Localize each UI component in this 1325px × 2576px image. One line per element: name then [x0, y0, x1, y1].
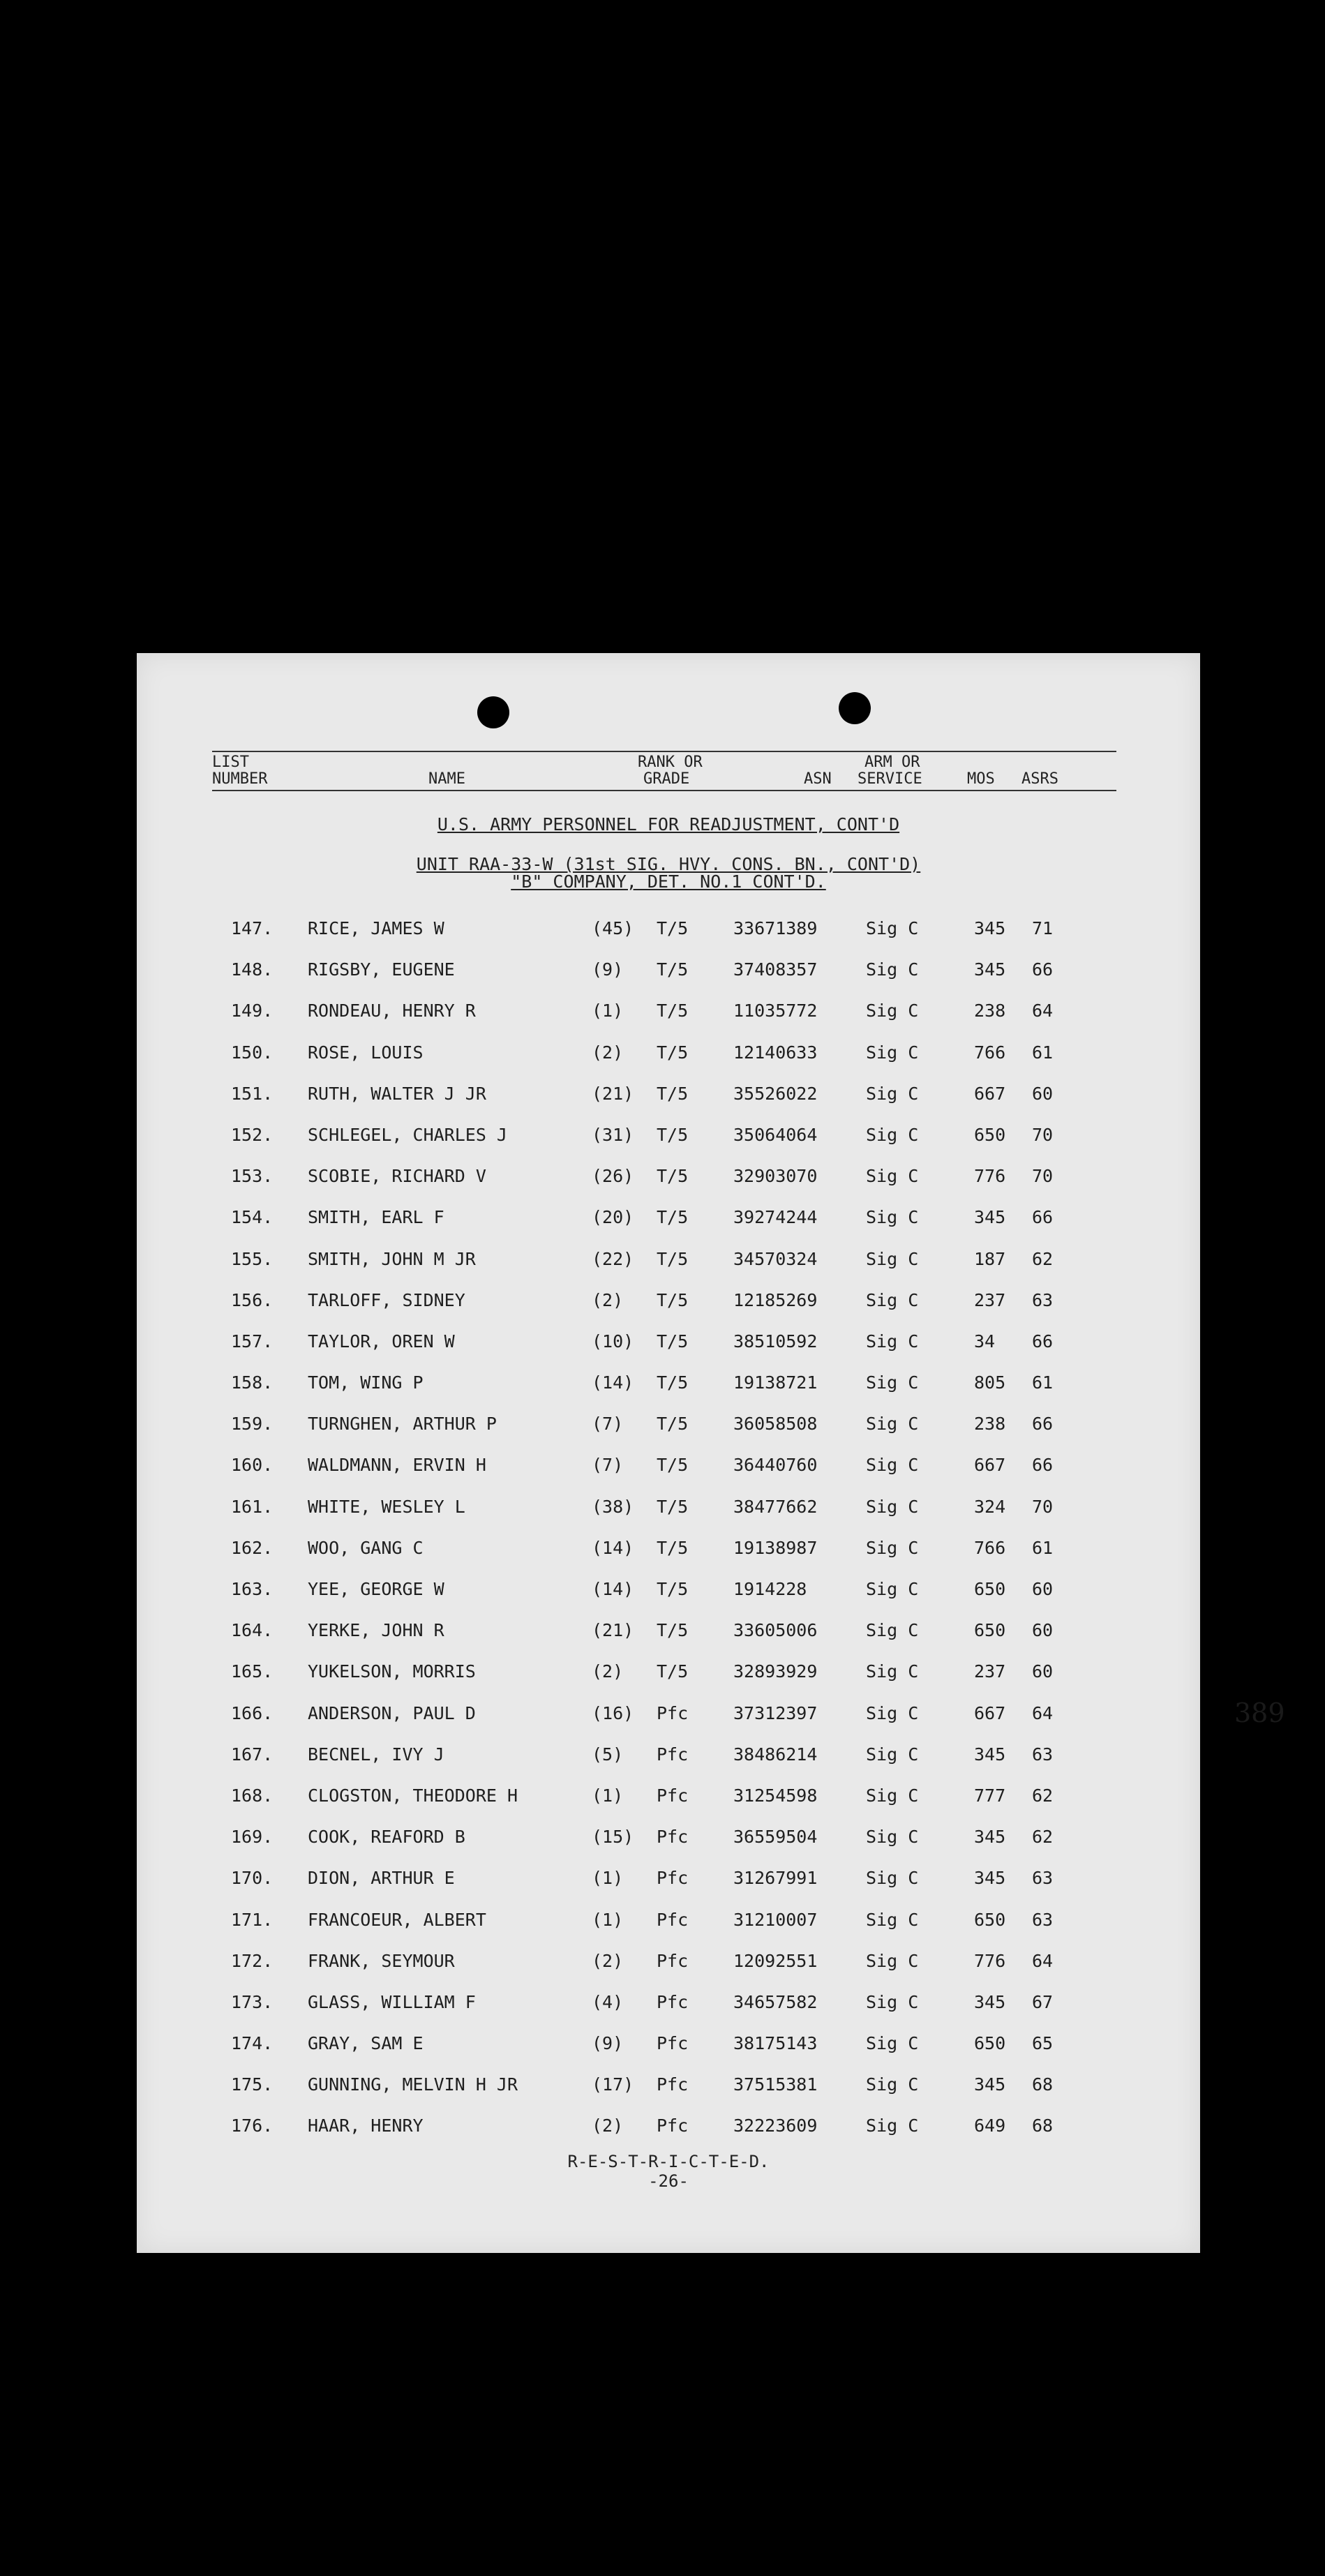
person-name: GRAY, SAM E [308, 2033, 424, 2054]
asn: 1914228 [733, 1579, 807, 1599]
asn: 38486214 [733, 1744, 818, 1765]
rank: T/5 [657, 1372, 689, 1393]
rank: T/5 [657, 1248, 689, 1269]
list-number: 169. [231, 1827, 274, 1848]
arm-service: Sig C [866, 918, 919, 938]
rank: Pfc [657, 1785, 689, 1806]
asn: 37515381 [733, 2074, 818, 2095]
grade-code: (2) [592, 1042, 624, 1063]
rank: T/5 [657, 1537, 689, 1558]
arm-service: Sig C [866, 1372, 919, 1393]
rank: Pfc [657, 2074, 689, 2095]
list-number: 161. [231, 1496, 274, 1517]
grade-code: (21) [592, 1620, 634, 1641]
grade-code: (9) [592, 959, 624, 980]
arm-service: Sig C [866, 1744, 919, 1765]
person-name: SMITH, EARL F [308, 1207, 444, 1228]
grade-code: (1) [592, 1868, 624, 1889]
mos: 237 [974, 1661, 1006, 1682]
restricted-footer: R-E-S-T-R-I-C-T-E-D. [567, 2152, 770, 2171]
table-row [137, 1579, 1200, 1620]
table-row [137, 918, 1200, 959]
rank: Pfc [657, 1702, 689, 1723]
rank: Pfc [657, 1909, 689, 1930]
rank: T/5 [657, 1579, 689, 1599]
page-stamp-number: 389 [1234, 1698, 1285, 1728]
asrs-score: 70 [1032, 1124, 1054, 1145]
asn: 12140633 [733, 1042, 818, 1063]
page-number: -26- [648, 2171, 689, 2191]
asn: 31254598 [733, 1785, 818, 1806]
list-number: 147. [231, 918, 274, 938]
asrs-score: 65 [1032, 2033, 1054, 2054]
asrs-score: 71 [1032, 918, 1054, 938]
table-row [137, 1744, 1200, 1785]
asrs-score: 63 [1032, 1909, 1054, 1930]
asrs-score: 68 [1032, 2116, 1054, 2136]
table-row [137, 1001, 1200, 1042]
table-row [137, 1249, 1200, 1290]
personnel-list [137, 918, 1200, 2157]
person-name: BECNEL, IVY J [308, 1744, 444, 1765]
asn: 34570324 [733, 1248, 818, 1269]
arm-service: Sig C [866, 1124, 919, 1145]
mos: 345 [974, 1744, 1006, 1765]
asrs-score: 63 [1032, 1289, 1054, 1310]
asrs-score: 61 [1032, 1372, 1054, 1393]
rank: Pfc [657, 2033, 689, 2054]
asn: 33671389 [733, 918, 818, 938]
person-name: CLOGSTON, THEODORE H [308, 1785, 518, 1806]
arm-service: Sig C [866, 1827, 919, 1848]
header-rank-grade: RANK OR [638, 754, 703, 771]
asrs-score: 63 [1032, 1744, 1054, 1765]
arm-service: Sig C [866, 959, 919, 980]
mos: 345 [974, 1207, 1006, 1228]
list-number: 150. [231, 1042, 274, 1063]
table-row [137, 1497, 1200, 1538]
rank: T/5 [657, 1331, 689, 1351]
mos: 650 [974, 1579, 1006, 1599]
table-row [137, 1910, 1200, 1951]
arm-service: Sig C [866, 1991, 919, 2012]
header-rule [212, 751, 1116, 752]
rank: T/5 [657, 1124, 689, 1145]
rank: Pfc [657, 1991, 689, 2012]
rank: Pfc [657, 1744, 689, 1765]
table-row [137, 1868, 1200, 1909]
list-number: 168. [231, 1785, 274, 1806]
grade-code: (2) [592, 1950, 624, 1971]
asrs-score: 66 [1032, 1207, 1054, 1228]
person-name: FRANK, SEYMOUR [308, 1950, 455, 1971]
asn: 35064064 [733, 1124, 818, 1145]
mos: 345 [974, 918, 1006, 938]
asn: 12092551 [733, 1950, 818, 1971]
asn: 37408357 [733, 959, 818, 980]
table-row [137, 1455, 1200, 1496]
rank: T/5 [657, 1496, 689, 1517]
mos: 238 [974, 1001, 1006, 1021]
grade-code: (2) [592, 2116, 624, 2136]
asn: 39274244 [733, 1207, 818, 1228]
list-number: 175. [231, 2074, 274, 2095]
list-number: 167. [231, 1744, 274, 1765]
grade-code: (45) [592, 918, 634, 938]
list-number: 171. [231, 1909, 274, 1930]
punch-hole [839, 692, 871, 724]
asn: 32893929 [733, 1661, 818, 1682]
list-number: 164. [231, 1620, 274, 1641]
person-name: YEE, GEORGE W [308, 1579, 444, 1599]
list-number: 174. [231, 2033, 274, 2054]
list-number: 158. [231, 1372, 274, 1393]
mos: 650 [974, 1620, 1006, 1641]
person-name: GLASS, WILLIAM F [308, 1991, 476, 2012]
asn: 38477662 [733, 1496, 818, 1517]
rank: T/5 [657, 918, 689, 938]
table-row [137, 1084, 1200, 1125]
mos: 805 [974, 1372, 1006, 1393]
person-name: TARLOFF, SIDNEY [308, 1289, 465, 1310]
asn: 33605006 [733, 1620, 818, 1641]
person-name: FRANCOEUR, ALBERT [308, 1909, 486, 1930]
grade-code: (38) [592, 1496, 634, 1517]
mos: 667 [974, 1455, 1006, 1476]
table-row [137, 1166, 1200, 1207]
rank: T/5 [657, 1166, 689, 1187]
list-number: 160. [231, 1455, 274, 1476]
asrs-score: 70 [1032, 1166, 1054, 1187]
grade-code: (10) [592, 1331, 634, 1351]
asrs-score: 60 [1032, 1083, 1054, 1104]
table-row [137, 1125, 1200, 1166]
list-number: 154. [231, 1207, 274, 1228]
grade-code: (16) [592, 1702, 634, 1723]
asn: 36440760 [733, 1455, 818, 1476]
mos: 667 [974, 1702, 1006, 1723]
person-name: GUNNING, MELVIN H JR [308, 2074, 518, 2095]
asrs-score: 67 [1032, 1991, 1054, 2012]
rank: Pfc [657, 2116, 689, 2136]
mos: 649 [974, 2116, 1006, 2136]
arm-service: Sig C [866, 1537, 919, 1558]
grade-code: (17) [592, 2074, 634, 2095]
grade-code: (14) [592, 1579, 634, 1599]
person-name: WOO, GANG C [308, 1537, 424, 1558]
table-row [137, 1785, 1200, 1827]
arm-service: Sig C [866, 1248, 919, 1269]
mos: 766 [974, 1537, 1006, 1558]
table-row [137, 2074, 1200, 2116]
asrs-score: 70 [1032, 1496, 1054, 1517]
list-number: 176. [231, 2116, 274, 2136]
asn: 12185269 [733, 1289, 818, 1310]
arm-service: Sig C [866, 1661, 919, 1682]
mos: 777 [974, 1785, 1006, 1806]
arm-service: Sig C [866, 2116, 919, 2136]
person-name: HAAR, HENRY [308, 2116, 424, 2136]
rank: T/5 [657, 1455, 689, 1476]
table-row [137, 1992, 1200, 2033]
document-page [137, 653, 1285, 2253]
grade-code: (5) [592, 1744, 624, 1765]
rank: T/5 [657, 1661, 689, 1682]
asrs-score: 61 [1032, 1537, 1054, 1558]
table-row [137, 1372, 1200, 1414]
rank: T/5 [657, 959, 689, 980]
grade-code: (2) [592, 1661, 624, 1682]
mos: 667 [974, 1083, 1006, 1104]
table-row [137, 1661, 1200, 1702]
list-number: 155. [231, 1248, 274, 1269]
arm-service: Sig C [866, 1331, 919, 1351]
mos: 237 [974, 1289, 1006, 1310]
arm-service: Sig C [866, 1083, 919, 1104]
person-name: RONDEAU, HENRY R [308, 1001, 476, 1021]
person-name: TURNGHEN, ARTHUR P [308, 1414, 497, 1435]
list-number: 151. [231, 1083, 274, 1104]
header-asrs: ASRS [1021, 770, 1058, 788]
asn: 38175143 [733, 2033, 818, 2054]
arm-service: Sig C [866, 1702, 919, 1723]
person-name: ROSE, LOUIS [308, 1042, 424, 1063]
person-name: SMITH, JOHN M JR [308, 1248, 476, 1269]
asn: 31267991 [733, 1868, 818, 1889]
header-list-number: LIST [212, 754, 249, 771]
asn: 11035772 [733, 1001, 818, 1021]
arm-service: Sig C [866, 1001, 919, 1021]
list-number: 172. [231, 1950, 274, 1971]
asrs-score: 64 [1032, 1950, 1054, 1971]
asn: 36559504 [733, 1827, 818, 1848]
table-row [137, 2033, 1200, 2074]
table-row [137, 1703, 1200, 1744]
person-name: SCOBIE, RICHARD V [308, 1166, 486, 1187]
person-name: SCHLEGEL, CHARLES J [308, 1124, 507, 1145]
table-row [137, 1951, 1200, 1992]
asrs-score: 60 [1032, 1579, 1054, 1599]
arm-service: Sig C [866, 1909, 919, 1930]
mos: 345 [974, 2074, 1006, 2095]
grade-code: (20) [592, 1207, 634, 1228]
table-row [137, 1620, 1200, 1661]
asrs-score: 62 [1032, 1785, 1054, 1806]
rank: T/5 [657, 1289, 689, 1310]
grade-code: (15) [592, 1827, 634, 1848]
arm-service: Sig C [866, 1414, 919, 1435]
grade-code: (26) [592, 1166, 634, 1187]
column-header [212, 749, 1116, 791]
rank: T/5 [657, 1001, 689, 1021]
table-row [137, 1207, 1200, 1248]
punch-hole [477, 696, 509, 728]
grade-code: (14) [592, 1537, 634, 1558]
table-row [137, 959, 1200, 1001]
list-number: 157. [231, 1331, 274, 1351]
arm-service: Sig C [866, 2033, 919, 2054]
unit-title: UNIT RAA-33-W (31st SIG. HVY. CONS. BN., CONT'D) [416, 854, 921, 874]
asrs-score: 68 [1032, 2074, 1054, 2095]
mos: 34 [974, 1331, 996, 1351]
arm-service: Sig C [866, 1950, 919, 1971]
mos: 238 [974, 1414, 1006, 1435]
asn: 35526022 [733, 1083, 818, 1104]
table-row [137, 1827, 1200, 1868]
asrs-score: 62 [1032, 1248, 1054, 1269]
mos: 650 [974, 1124, 1006, 1145]
grade-code: (2) [592, 1289, 624, 1310]
asn: 38510592 [733, 1331, 818, 1351]
arm-service: Sig C [866, 1166, 919, 1187]
list-number: 166. [231, 1702, 274, 1723]
rank: T/5 [657, 1620, 689, 1641]
arm-service: Sig C [866, 1785, 919, 1806]
grade-code: (1) [592, 1001, 624, 1021]
table-row [137, 1331, 1200, 1372]
mos: 345 [974, 1991, 1006, 2012]
rank: T/5 [657, 1083, 689, 1104]
asrs-score: 62 [1032, 1827, 1054, 1848]
header-arm-service: ARM OR [864, 754, 920, 771]
grade-code: (22) [592, 1248, 634, 1269]
list-number: 170. [231, 1868, 274, 1889]
arm-service: Sig C [866, 1207, 919, 1228]
header-mos: MOS [967, 770, 995, 788]
asrs-score: 66 [1032, 1331, 1054, 1351]
rank: Pfc [657, 1827, 689, 1848]
header-rule [212, 790, 1116, 791]
mos: 776 [974, 1950, 1006, 1971]
person-name: WHITE, WESLEY L [308, 1496, 465, 1517]
list-number: 148. [231, 959, 274, 980]
asn: 32223609 [733, 2116, 818, 2136]
arm-service: Sig C [866, 1496, 919, 1517]
asn: 32903070 [733, 1166, 818, 1187]
person-name: RICE, JAMES W [308, 918, 444, 938]
arm-service: Sig C [866, 2074, 919, 2095]
asn: 19138721 [733, 1372, 818, 1393]
header-arm-service: SERVICE [858, 770, 922, 788]
grade-code: (4) [592, 1991, 624, 2012]
asn: 19138987 [733, 1537, 818, 1558]
arm-service: Sig C [866, 1579, 919, 1599]
list-number: 159. [231, 1414, 274, 1435]
person-name: YERKE, JOHN R [308, 1620, 444, 1641]
list-number: 152. [231, 1124, 274, 1145]
asrs-score: 66 [1032, 1455, 1054, 1476]
person-name: ANDERSON, PAUL D [308, 1702, 476, 1723]
asrs-score: 64 [1032, 1001, 1054, 1021]
table-row [137, 1414, 1200, 1455]
mos: 766 [974, 1042, 1006, 1063]
document-title: U.S. ARMY PERSONNEL FOR READJUSTMENT, CONT'D [437, 814, 900, 834]
person-name: RIGSBY, EUGENE [308, 959, 455, 980]
arm-service: Sig C [866, 1289, 919, 1310]
table-row [137, 1290, 1200, 1331]
asrs-score: 66 [1032, 1414, 1054, 1435]
asrs-score: 60 [1032, 1620, 1054, 1641]
grade-code: (1) [592, 1785, 624, 1806]
asn: 34657582 [733, 1991, 818, 2012]
asrs-score: 60 [1032, 1661, 1054, 1682]
mos: 324 [974, 1496, 1006, 1517]
list-number: 165. [231, 1661, 274, 1682]
arm-service: Sig C [866, 1868, 919, 1889]
grade-code: (31) [592, 1124, 634, 1145]
grade-code: (21) [592, 1083, 634, 1104]
asrs-score: 61 [1032, 1042, 1054, 1063]
list-number: 173. [231, 1991, 274, 2012]
header-asn: ASN [804, 770, 832, 788]
person-name: YUKELSON, MORRIS [308, 1661, 476, 1682]
list-number: 149. [231, 1001, 274, 1021]
person-name: COOK, REAFORD B [308, 1827, 465, 1848]
grade-code: (9) [592, 2033, 624, 2054]
asn: 36058508 [733, 1414, 818, 1435]
grade-code: (7) [592, 1455, 624, 1476]
list-number: 163. [231, 1579, 274, 1599]
person-name: TOM, WING P [308, 1372, 424, 1393]
asrs-score: 63 [1032, 1868, 1054, 1889]
mos: 650 [974, 2033, 1006, 2054]
company-title: "B" COMPANY, DET. NO.1 CONT'D. [511, 871, 826, 892]
grade-code: (14) [592, 1372, 634, 1393]
person-name: TAYLOR, OREN W [308, 1331, 455, 1351]
asrs-score: 64 [1032, 1702, 1054, 1723]
table-row [137, 2116, 1200, 2157]
list-number: 153. [231, 1166, 274, 1187]
arm-service: Sig C [866, 1042, 919, 1063]
table-row [137, 1538, 1200, 1579]
arm-service: Sig C [866, 1620, 919, 1641]
asn: 31210007 [733, 1909, 818, 1930]
header-rank-grade: GRADE [643, 770, 690, 788]
arm-service: Sig C [866, 1455, 919, 1476]
asrs-score: 66 [1032, 959, 1054, 980]
grade-code: (7) [592, 1414, 624, 1435]
header-name: NAME [428, 770, 465, 788]
mos: 187 [974, 1248, 1006, 1269]
list-number: 162. [231, 1537, 274, 1558]
mos: 345 [974, 959, 1006, 980]
asn: 37312397 [733, 1702, 818, 1723]
rank: T/5 [657, 1042, 689, 1063]
mos: 345 [974, 1868, 1006, 1889]
mos: 776 [974, 1166, 1006, 1187]
mos: 345 [974, 1827, 1006, 1848]
rank: T/5 [657, 1207, 689, 1228]
list-number: 156. [231, 1289, 274, 1310]
mos: 650 [974, 1909, 1006, 1930]
table-row [137, 1042, 1200, 1084]
person-name: WALDMANN, ERVIN H [308, 1455, 486, 1476]
grade-code: (1) [592, 1909, 624, 1930]
person-name: RUTH, WALTER J JR [308, 1083, 486, 1104]
person-name: DION, ARTHUR E [308, 1868, 455, 1889]
header-list-number: NUMBER [212, 770, 268, 788]
rank: Pfc [657, 1950, 689, 1971]
rank: T/5 [657, 1414, 689, 1435]
rank: Pfc [657, 1868, 689, 1889]
